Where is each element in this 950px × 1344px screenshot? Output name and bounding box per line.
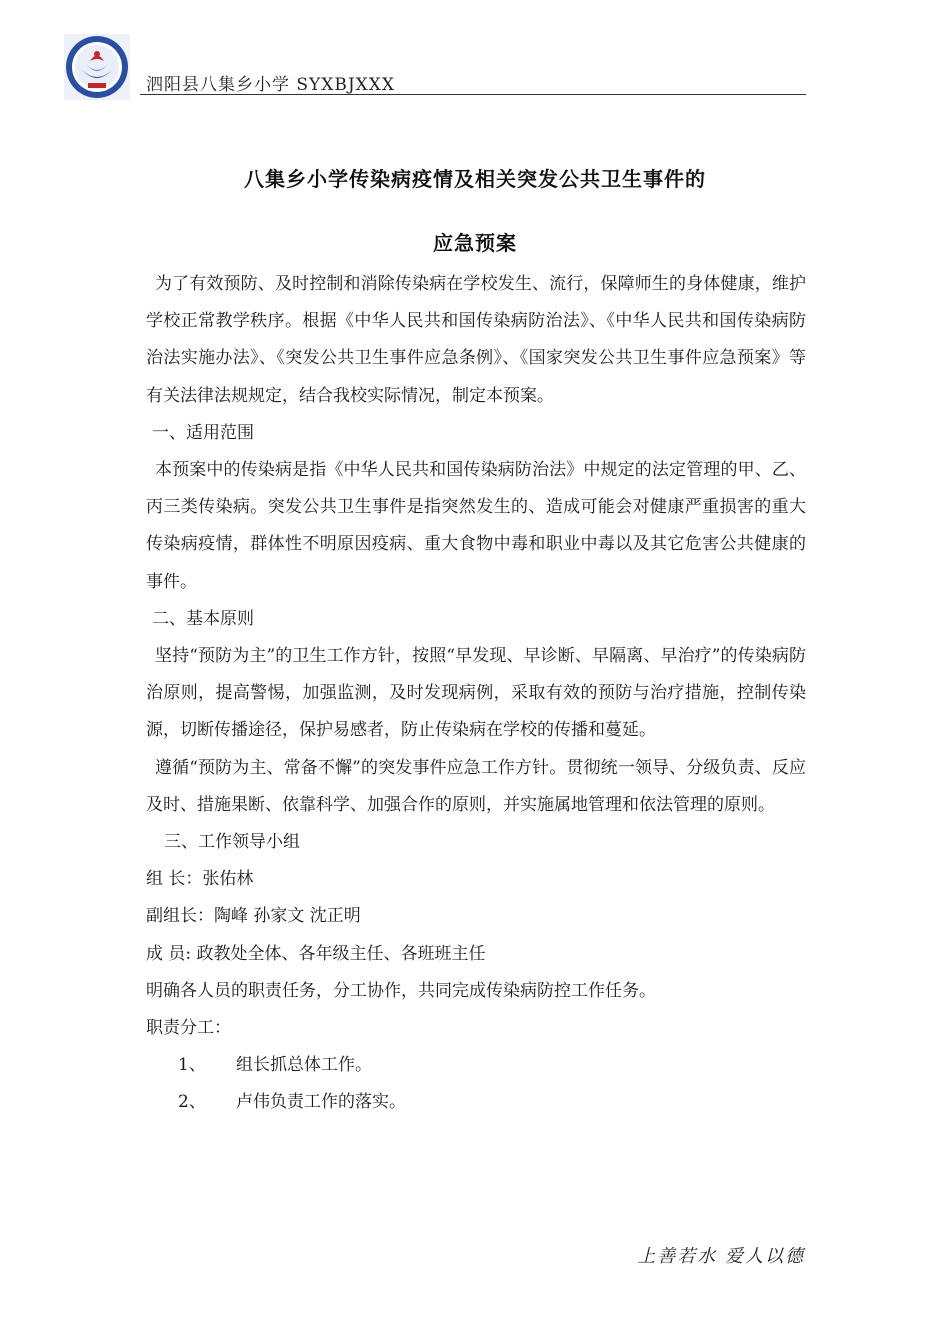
section3-heading: 三、工作领导小组 [164, 832, 300, 853]
section1-heading: 一、适用范围 [152, 422, 254, 443]
duty-item [146, 1047, 806, 1084]
duty-item [146, 1084, 806, 1121]
document-title-line1: 八集乡小学传染病疫情及相关突发公共卫生事件的 [244, 167, 706, 191]
section2-paragraph1: 坚持“预防为主”的卫生工作方针，按照“早发现、早诊断、早隔离、早治疗”的传染病防治原则，提高警惕，加强监测，及时发现病例，采取有效的预防与治疗措施，控制传染源，切断传播途径，保护易感者，防止传染病在学校的传播和蔓延。 [146, 646, 806, 741]
section2-heading: 二、基本原则 [152, 608, 254, 629]
members-line: 成 员: 政教处全体、各年级主任、各班班主任 [146, 943, 486, 964]
intro-paragraph: 为了有效预防、及时控制和消除传染病在学校发生、流行，保障师生的身体健康，维护学校正常教学秩序。根据《中华人民共和国传染病防治法》、《中华人民共和国传染病防治法实施办法》、《突发公共卫生事件应急条例》、《国家突发公共卫生事件应急预案》等有关法律法规规定，结合我校实际情况，制定本预案。 [146, 274, 806, 406]
footer-motto: 上善若水 爱人以德 [637, 1246, 805, 1267]
duty-item-text: 组长抓总体工作。 [236, 1055, 372, 1076]
document-title-line2: 应急预案 [433, 231, 517, 255]
vice-leader-line: 副组长：陶峰 孙家文 沈正明 [146, 906, 361, 927]
document-body [146, 266, 806, 1122]
duty-item-number: 2、 [178, 1092, 206, 1113]
duty-heading: 职责分工： [146, 1018, 231, 1039]
clarify-line: 明确各人员的职责任务，分工协作，共同完成传染病防控工作任务。 [146, 980, 656, 1001]
school-emblem-icon [64, 34, 130, 100]
duty-item-text: 卢伟负责工作的落实。 [236, 1092, 406, 1113]
leader-line: 组 长：张佑林 [146, 869, 254, 890]
header-divider [140, 94, 806, 95]
duty-item-number: 1、 [178, 1055, 206, 1076]
section1-paragraph: 本预案中的传染病是指《中华人民共和国传染病防治法》中规定的法定管理的甲、乙、丙三类传染病。突发公共卫生事件是指突然发生的、造成可能会对健康严重损害的重大传染病疫情，群体性不明原因疫病、重大食物中毒和职业中毒以及其它危害公共健康的事件。 [146, 460, 806, 592]
section2-paragraph2: 遵循“预防为主、常备不懈”的突发事件应急工作方针。贯彻统一领导、分级负责、反应及时、措施果断、依靠科学、加强合作的原则，并实施属地管理和依法管理的原则。 [146, 757, 806, 815]
header-school-code: 泗阳县八集乡小学 SYXBJXXX [146, 75, 395, 95]
